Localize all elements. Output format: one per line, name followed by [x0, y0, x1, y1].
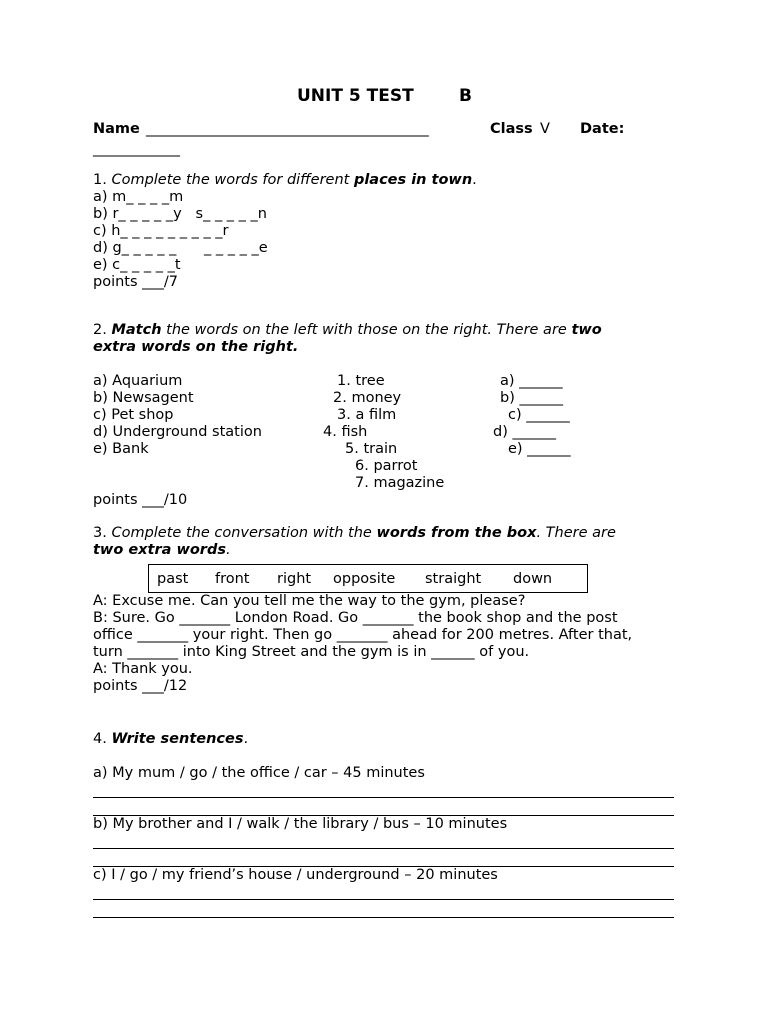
q1-items: [93, 189, 268, 291]
q3-instruction-line2: two extra words.: [93, 542, 231, 558]
q2-answer-blank[interactable]: b) ______: [500, 390, 563, 406]
q2-answer-blank[interactable]: d) ______: [493, 424, 556, 440]
q4-prompt: c) I / go / my friend’s house / underground – 20 minutes: [93, 867, 498, 883]
q2-left-column: [93, 373, 262, 458]
q2-instruction-line2: extra words on the right.: [93, 339, 299, 355]
answer-line[interactable]: [93, 848, 674, 849]
q2-right-item: 4. fish: [323, 424, 368, 440]
q4-instruction: 4. Write sentences.: [93, 731, 249, 747]
q1-number: 1.: [93, 172, 107, 188]
date-label: Date:: [580, 121, 625, 137]
q2-left-item: d) Underground station: [93, 424, 262, 440]
q3-conversation: [93, 593, 632, 695]
q2-answer-blank[interactable]: a) ______: [500, 373, 563, 389]
q4-prompt: a) My mum / go / the office / car – 45 minutes: [93, 765, 425, 781]
q1-item[interactable]: e) c_ _ _ _ _t: [93, 257, 181, 273]
q2-right-item: 7. magazine: [355, 475, 445, 491]
q2-right-item: 6. parrot: [355, 458, 418, 474]
conversation-line: A: Excuse me. Can you tell me the way to the gym, please?: [93, 593, 526, 609]
q2-right-item: 5. train: [345, 441, 398, 457]
q2-answer-blank[interactable]: e) ______: [508, 441, 571, 457]
q1-instruction: 1. Complete the words for different places in town.: [93, 172, 477, 188]
answer-line[interactable]: [93, 917, 674, 918]
answer-line[interactable]: [93, 899, 674, 900]
conversation-line[interactable]: office _______ your right. Then go _______ ahead for 200 metres. After that,: [93, 627, 633, 643]
conversation-line[interactable]: B: Sure. Go _______ London Road. Go _______ the book shop and the post: [93, 610, 618, 626]
q1-item[interactable]: b) r_ _ _ _ _y s_ _ _ _ _n: [93, 206, 267, 222]
name-blank[interactable]: _______________________________________: [146, 121, 429, 137]
q2-left-item: c) Pet shop: [93, 407, 174, 423]
q3-instruction-line1: 3. Complete the conversation with the words from the box. There are: [93, 525, 616, 541]
q2-left-item: b) Newsagent: [93, 390, 194, 406]
box-word: right: [277, 571, 312, 587]
q2-left-item: a) Aquarium: [93, 373, 183, 389]
q2-points: points ___/10: [93, 492, 188, 508]
box-word: front: [215, 571, 250, 587]
test-title: UNIT 5 TEST: [297, 86, 414, 106]
q2-right-item: 2. money: [333, 390, 402, 406]
box-word: opposite: [333, 571, 396, 587]
q4-prompt: b) My brother and I / walk / the library / bus – 10 minutes: [93, 816, 508, 832]
q2-right-item: 1. tree: [337, 373, 385, 389]
q1-points: points ___/7: [93, 274, 179, 290]
q2-left-item: e) Bank: [93, 441, 149, 457]
conversation-line[interactable]: turn _______ into King Street and the gym is in ______ of you.: [93, 644, 530, 660]
q2-instruction-line1: 2. Match the words on the left with those on the right. There are two: [93, 322, 602, 338]
test-version: B: [459, 86, 472, 106]
class-value: V: [540, 121, 550, 137]
date-blank[interactable]: ____________: [93, 141, 180, 157]
box-word: straight: [425, 571, 482, 587]
q2-answer-blank[interactable]: c) ______: [508, 407, 570, 423]
box-word: down: [513, 571, 553, 587]
answer-line[interactable]: [93, 797, 674, 798]
q1-item[interactable]: c) h_ _ _ _ _ _ _ _ _r: [93, 223, 229, 239]
conversation-line: A: Thank you.: [93, 661, 193, 677]
q1-item[interactable]: a) m_ _ _ _m: [93, 189, 184, 205]
word-box: [148, 564, 588, 593]
name-label: Name: [93, 121, 140, 137]
q1-item[interactable]: d) g_ _ _ _ _ _ _ _ _ _e: [93, 240, 268, 256]
q3-points: points ___/12: [93, 678, 188, 694]
box-word: past: [157, 571, 189, 587]
q2-right-item: 3. a film: [337, 407, 397, 423]
class-label: Class: [490, 121, 533, 137]
